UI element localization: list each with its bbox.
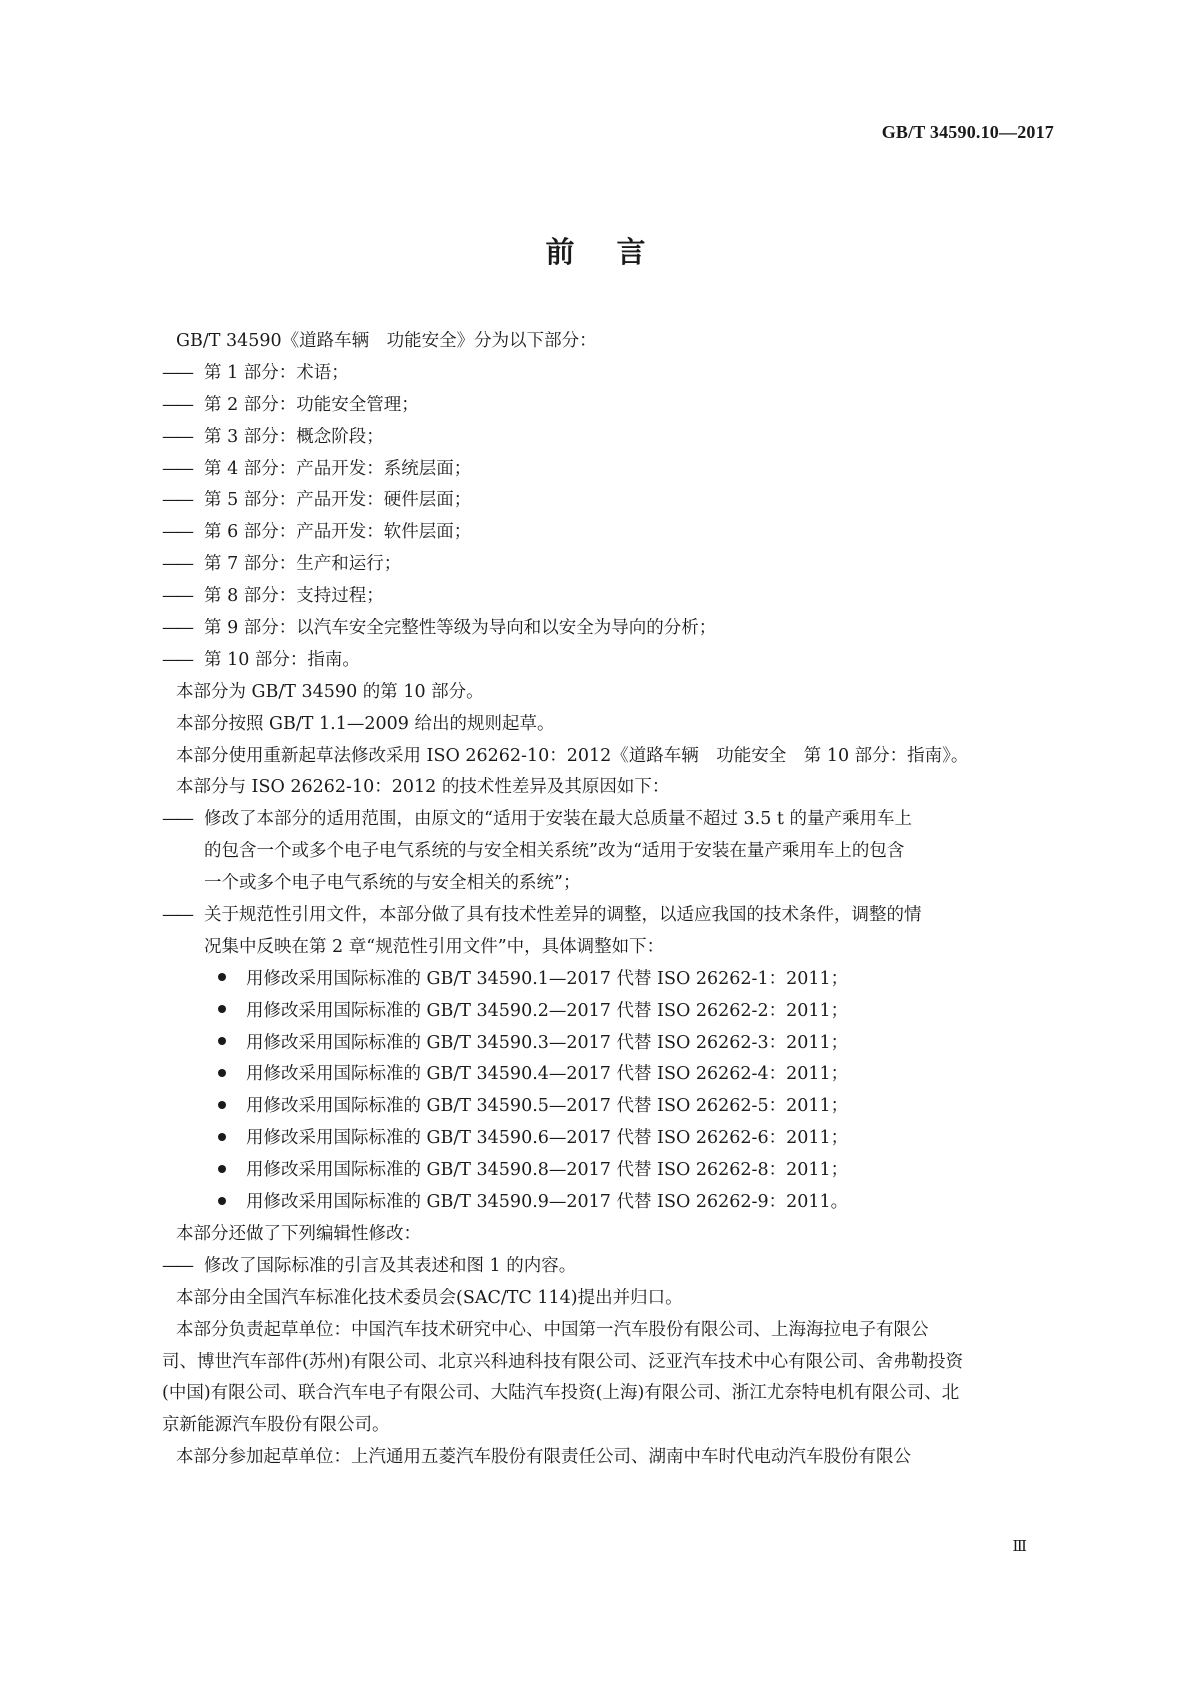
dash-marker: —— bbox=[162, 586, 191, 607]
dash-marker: —— bbox=[162, 522, 191, 543]
bullet-dot-icon bbox=[218, 973, 226, 981]
editorial-text: 修改了国际标准的引言及其表述和图 1 的内容。 bbox=[204, 1255, 577, 1276]
list-item-text: 第 5 部分：产品开发：硬件层面； bbox=[204, 490, 472, 511]
dash-marker: —— bbox=[162, 905, 191, 926]
difference-text: 修改了本部分的适用范围，由原文的“适用于安装在最大总质量不超过 3.5 t 的量产乘用车上 bbox=[204, 809, 912, 830]
bullet-item bbox=[176, 1028, 1059, 1060]
dash-marker: —— bbox=[162, 490, 191, 511]
dash-marker: —— bbox=[162, 649, 191, 670]
difference-text: 关于规范性引用文件，本部分做了具有技术性差异的调整，以适应我国的技术条件，调整的情 bbox=[204, 905, 922, 926]
list-item bbox=[162, 485, 1059, 517]
paragraph-drafting-units bbox=[162, 1315, 1059, 1443]
difference-item-references bbox=[162, 900, 1059, 964]
list-item-text: 第 9 部分：以汽车安全完整性等级为导向和以安全为导向的分析； bbox=[204, 618, 717, 639]
list-item bbox=[162, 581, 1059, 613]
difference-text: 一个或多个电子电气系统的与安全相关的系统”； bbox=[204, 873, 581, 894]
drafting-units-line: (中国)有限公司、联合汽车电子有限公司、大陆汽车投资(上海)有限公司、浙江尤奈特电机有限公司、北 bbox=[162, 1383, 960, 1404]
list-item bbox=[162, 517, 1059, 549]
dash-marker: —— bbox=[162, 458, 191, 479]
page-number: Ⅲ bbox=[1012, 1537, 1026, 1555]
bullet-text: 用修改采用国际标准的 GB/T 34590.4—2017 代替 ISO 26262-4：2011； bbox=[246, 1064, 849, 1085]
bullet-dot-icon bbox=[218, 1133, 226, 1141]
bullet-dot-icon bbox=[218, 1005, 226, 1013]
list-item bbox=[162, 645, 1059, 677]
page-title: 前言 bbox=[545, 235, 688, 269]
bullet-text: 用修改采用国际标准的 GB/T 34590.9—2017 代替 ISO 26262-9：2011。 bbox=[246, 1192, 849, 1213]
dash-marker: —— bbox=[162, 394, 191, 415]
list-item bbox=[162, 422, 1059, 454]
bullet-dot-icon bbox=[218, 1165, 226, 1173]
list-item-text: 第 2 部分：功能安全管理； bbox=[204, 394, 419, 415]
standard-code: GB/T 34590.10—2017 bbox=[881, 122, 1054, 142]
drafting-units-line: 司、博世汽车部件(苏州)有限公司、北京兴科迪科技有限公司、泛亚汽车技术中心有限公司、舍弗勒投资 bbox=[162, 1351, 964, 1372]
list-item-text: 第 4 部分：产品开发：系统层面； bbox=[204, 458, 472, 479]
intro-paragraph: GB/T 34590《道路车辆 功能安全》分为以下部分： bbox=[176, 331, 597, 351]
bullet-dot-icon bbox=[218, 1101, 226, 1109]
dash-marker: —— bbox=[162, 618, 191, 639]
paragraph-drafting-rules: 本部分按照 GB/T 1.1—2009 给出的规则起草。 bbox=[176, 713, 555, 734]
list-item-text: 第 10 部分：指南。 bbox=[204, 649, 360, 670]
bullet-text: 用修改采用国际标准的 GB/T 34590.8—2017 代替 ISO 26262-8：2011； bbox=[246, 1160, 849, 1181]
bullet-text: 用修改采用国际标准的 GB/T 34590.5—2017 代替 ISO 26262-5：2011； bbox=[246, 1096, 849, 1117]
difference-item-line bbox=[162, 900, 1059, 932]
document-body bbox=[162, 326, 1059, 1474]
dash-marker: —— bbox=[162, 554, 191, 575]
list-item bbox=[162, 358, 1059, 390]
dash-marker: —— bbox=[162, 426, 191, 447]
paragraph-adoption-method: 本部分使用重新起草法修改采用 ISO 26262-10：2012《道路车辆 功能安全 第 10 部分：指南》。 bbox=[176, 745, 969, 766]
paragraph-participating-units: 本部分参加起草单位：上汽通用五菱汽车股份有限责任公司、湖南中车时代电动汽车股份有限公 bbox=[176, 1447, 911, 1468]
bullet-item bbox=[176, 996, 1059, 1028]
list-item bbox=[162, 454, 1059, 486]
difference-text: 的包含一个或多个电子电气系统的与安全相关系统”改为“适用于安装在量产乘用车上的包含 bbox=[204, 841, 905, 862]
bullet-text: 用修改采用国际标准的 GB/T 34590.6—2017 代替 ISO 26262-6：2011； bbox=[246, 1128, 849, 1149]
bullet-item bbox=[176, 1059, 1059, 1091]
bullet-item bbox=[176, 1155, 1059, 1187]
editorial-item bbox=[162, 1251, 1059, 1283]
bullet-text: 用修改采用国际标准的 GB/T 34590.3—2017 代替 ISO 26262-3：2011； bbox=[246, 1032, 849, 1053]
paragraph-part-number: 本部分为 GB/T 34590 的第 10 部分。 bbox=[176, 681, 484, 702]
difference-item-scope bbox=[162, 804, 1059, 900]
bullet-dot-icon bbox=[218, 1197, 226, 1205]
bullet-item bbox=[176, 964, 1059, 996]
bullet-item bbox=[176, 1187, 1059, 1219]
difference-item-line bbox=[162, 804, 1059, 836]
list-item-text: 第 3 部分：概念阶段； bbox=[204, 426, 384, 447]
paragraph-proposal: 本部分由全国汽车标准化技术委员会(SAC/TC 114)提出并归口。 bbox=[176, 1287, 683, 1308]
dash-marker: —— bbox=[162, 362, 191, 383]
reference-bullet-list bbox=[176, 964, 1059, 1219]
bullet-dot-icon bbox=[218, 1069, 226, 1077]
dash-marker: —— bbox=[162, 809, 191, 830]
list-item-text: 第 8 部分：支持过程； bbox=[204, 586, 384, 607]
list-item-text: 第 7 部分：生产和运行； bbox=[204, 554, 402, 575]
list-item-text: 第 6 部分：产品开发：软件层面； bbox=[204, 522, 472, 543]
dash-marker: —— bbox=[162, 1255, 191, 1276]
bullet-text: 用修改采用国际标准的 GB/T 34590.2—2017 代替 ISO 26262-2：2011； bbox=[246, 1000, 849, 1021]
paragraph-editorial-intro: 本部分还做了下列编辑性修改： bbox=[176, 1223, 421, 1244]
bullet-item bbox=[176, 1123, 1059, 1155]
drafting-units-line: 京新能源汽车股份有限公司。 bbox=[162, 1415, 390, 1436]
list-item bbox=[162, 549, 1059, 581]
drafting-units-line: 本部分负责起草单位：中国汽车技术研究中心、中国第一汽车股份有限公司、上海海拉电子有限公 bbox=[176, 1319, 929, 1340]
list-item bbox=[162, 390, 1059, 422]
bullet-text: 用修改采用国际标准的 GB/T 34590.1—2017 代替 ISO 26262-1：2011； bbox=[246, 968, 849, 989]
parts-list bbox=[162, 358, 1059, 677]
list-item-text: 第 1 部分：术语； bbox=[204, 362, 349, 383]
bullet-dot-icon bbox=[218, 1037, 226, 1045]
list-item bbox=[162, 613, 1059, 645]
paragraph-technical-differences: 本部分与 ISO 26262-10：2012 的技术性差异及其原因如下： bbox=[176, 777, 670, 798]
difference-text: 况集中反映在第 2 章“规范性引用文件”中，具体调整如下： bbox=[204, 936, 665, 957]
bullet-item bbox=[176, 1091, 1059, 1123]
